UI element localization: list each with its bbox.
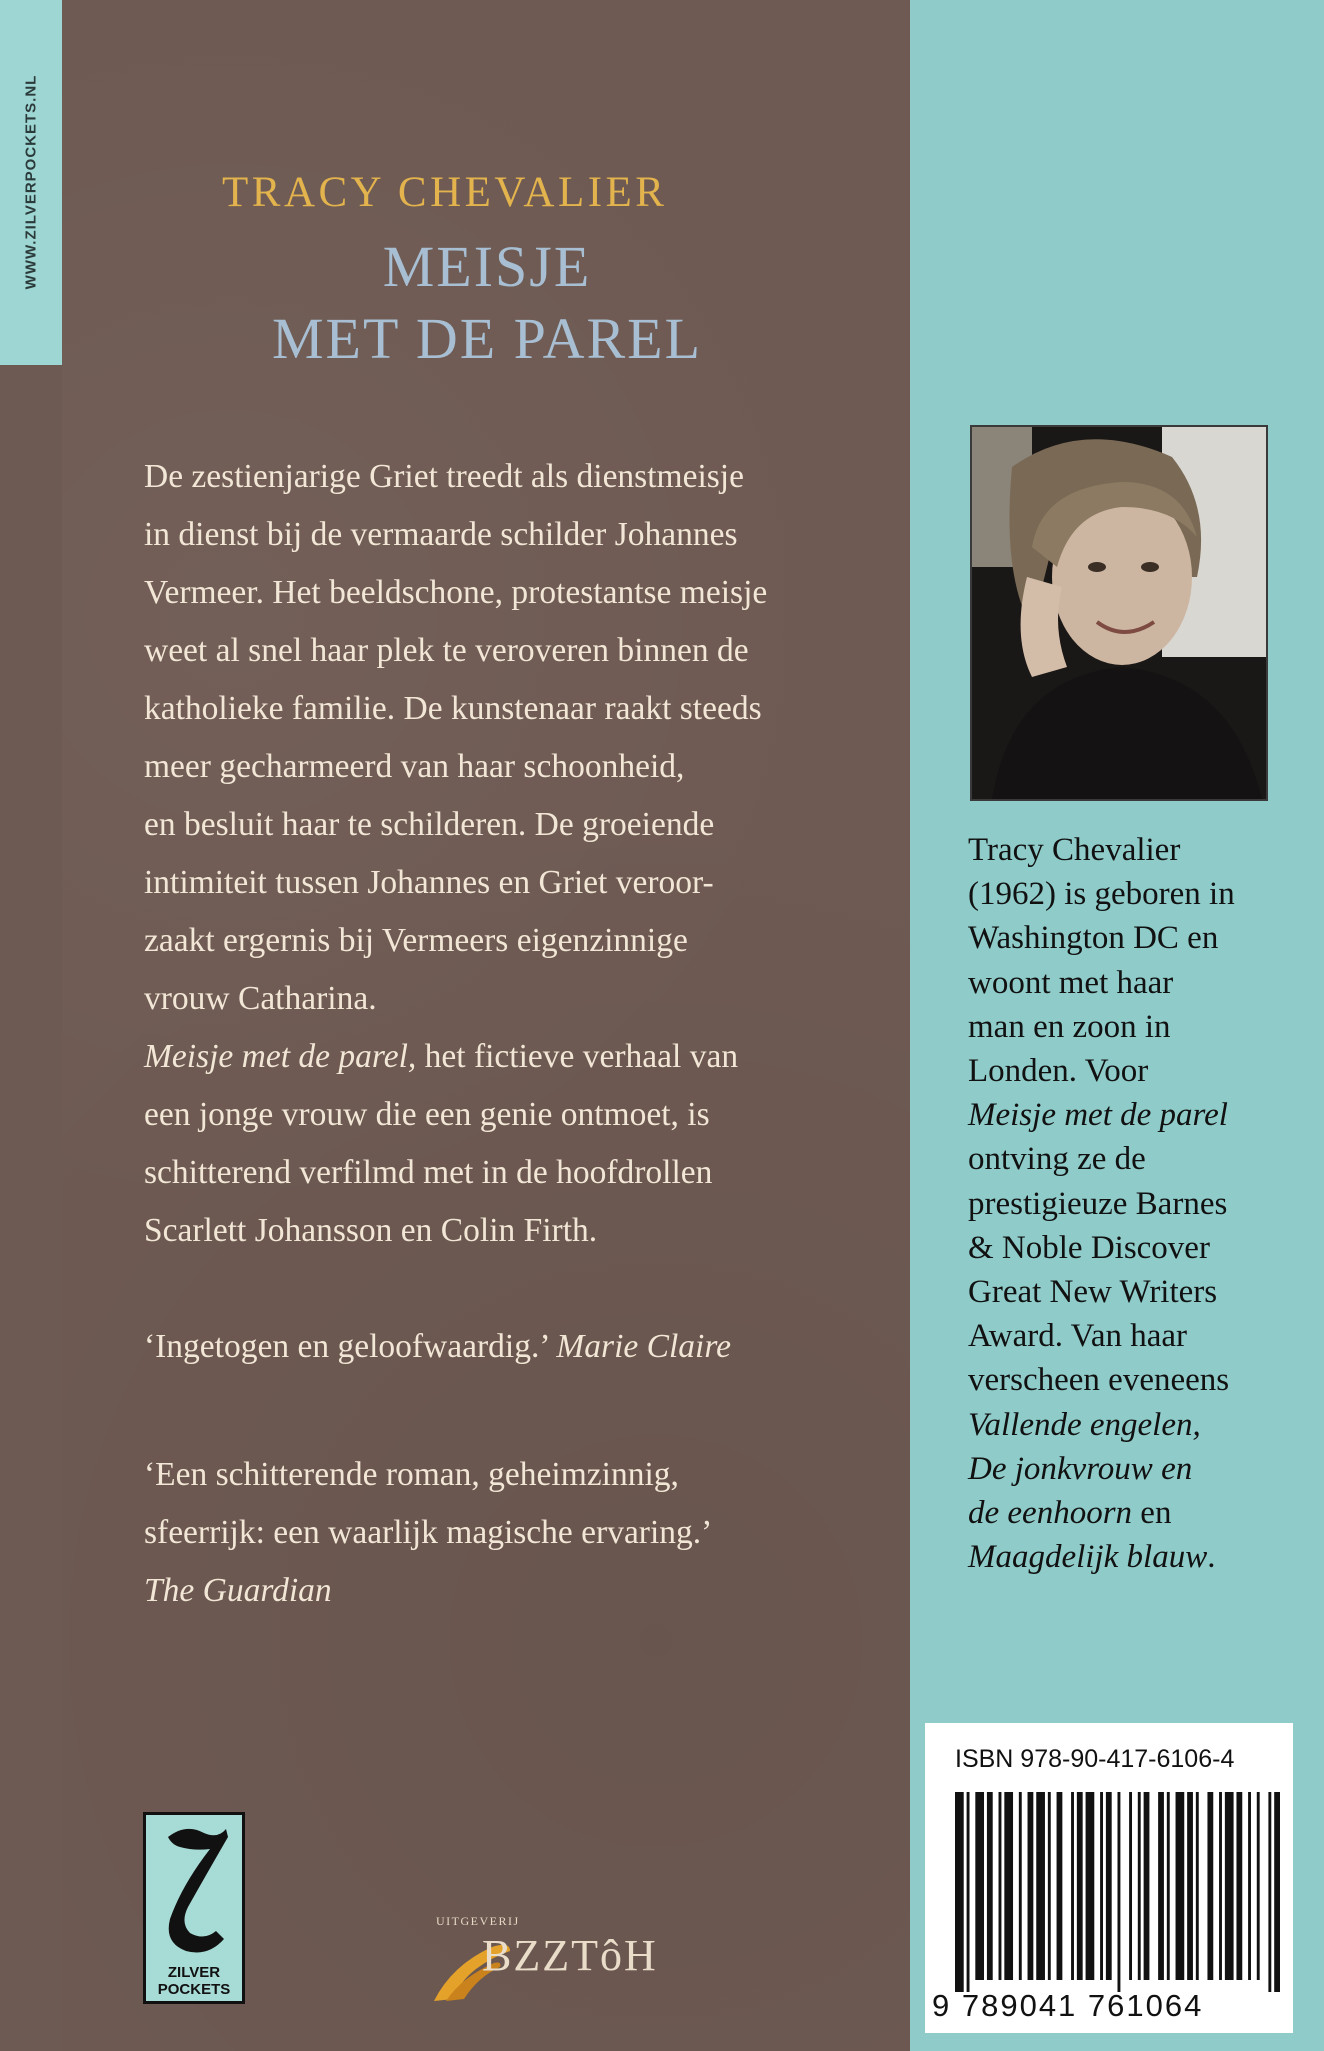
zilver-pockets-logo xyxy=(143,1812,245,2004)
blurb-line: een jonge vrouw die een genie ontmoet, is xyxy=(144,1096,710,1133)
barcode-bar xyxy=(1248,1792,1251,1980)
barcode-bar xyxy=(975,1792,984,1980)
author-bio xyxy=(968,828,1308,1579)
barcode-bar xyxy=(955,1792,964,1992)
barcode-bar xyxy=(1274,1792,1280,1992)
barcode-bar xyxy=(1158,1792,1164,1980)
bio-text: en xyxy=(1132,1495,1172,1532)
barcode-bar xyxy=(1268,1792,1271,1992)
bio-line xyxy=(968,1535,1308,1579)
barcode-bar xyxy=(1196,1792,1199,1980)
bio-line: Londen. Voor xyxy=(968,1053,1149,1090)
blurb-line: meer gecharmeerd van haar schoonheid, xyxy=(144,748,685,785)
pockets-label: POCKETS xyxy=(157,1981,231,1998)
blurb-line: zaakt ergernis bij Vermeers eigenzinnige xyxy=(144,922,688,959)
isbn-label: ISBN 978-90-417-6106-4 xyxy=(955,1745,1235,1773)
blurb-line: De zestienjarige Griet treedt als dienstmeisje xyxy=(144,458,744,495)
barcode-bar xyxy=(1176,1792,1185,1980)
blurb-line: vrouw Catharina. xyxy=(144,980,377,1017)
publisher-label: UITGEVERIJ xyxy=(436,1914,520,1928)
barcode-bar xyxy=(1048,1792,1051,1980)
barcode-bar xyxy=(1129,1792,1132,1980)
barcode-bar xyxy=(987,1792,993,1980)
bio-book-title: De jonkvrouw en xyxy=(968,1450,1193,1487)
quote-text: ‘Ingetogen en geloofwaardig.’ xyxy=(144,1328,557,1365)
book-blurb xyxy=(144,448,884,1260)
bio-text: . xyxy=(1207,1539,1216,1576)
barcode-bar xyxy=(1086,1792,1095,1980)
bio-line: man en zoon in xyxy=(968,1008,1171,1045)
barcode-bar xyxy=(967,1792,970,1992)
publisher-name: BZZTôH xyxy=(482,1931,658,1980)
bio-line: (1962) is geboren in xyxy=(968,876,1235,913)
barcode-bar xyxy=(1187,1792,1193,1980)
blurb-line: en besluit haar te schilderen. De groeiende xyxy=(144,806,715,843)
bio-line xyxy=(968,1093,1308,1137)
author-portrait-icon xyxy=(972,427,1266,799)
review-quote-2 xyxy=(144,1446,884,1620)
barcode-icon xyxy=(955,1792,1280,1992)
blurb-line: katholieke familie. De kunstenaar raakt steeds xyxy=(144,690,762,727)
bio-book-title: Vallende engelen, xyxy=(968,1406,1201,1443)
blurb-text: het fictieve verhaal van xyxy=(416,1038,739,1075)
barcode-bar xyxy=(1004,1792,1013,1980)
barcode-bar xyxy=(1138,1792,1141,1980)
bio-line: & Noble Discover xyxy=(968,1229,1210,1266)
barcode-bar xyxy=(1118,1792,1121,1992)
barcode-bar xyxy=(1225,1792,1234,1980)
quote-source: Marie Claire xyxy=(556,1328,731,1365)
barcode-bar xyxy=(999,1792,1002,1980)
bio-line xyxy=(968,1447,1308,1491)
barcode-bar xyxy=(1077,1792,1083,1980)
blurb-line: weet al snel haar plek te veroveren binnen de xyxy=(144,632,749,669)
bio-line: Award. Van haar xyxy=(968,1318,1188,1355)
blurb-line: schitterend verfilmd met in de hoofdrollen xyxy=(144,1154,713,1191)
bio-line: Tracy Chevalier xyxy=(968,832,1181,868)
author-name: TRACY CHEVALIER xyxy=(222,169,668,216)
quote-line: sfeerrijk: een waarlijk magische ervaring.’ xyxy=(144,1514,713,1551)
quote-source: The Guardian xyxy=(144,1572,332,1609)
bio-line: prestigieuze Barnes xyxy=(968,1185,1228,1222)
barcode-bar xyxy=(1057,1792,1063,1980)
book-title-line-1: MEISJE xyxy=(382,234,592,299)
bio-line: ontving ze de xyxy=(968,1141,1146,1178)
blurb-line: in dienst bij de vermaarde schilder Johannes xyxy=(144,516,738,553)
barcode-bar xyxy=(1219,1792,1222,1980)
spine-strip xyxy=(0,0,62,2051)
barcode-number: 9 789041 761064 xyxy=(932,1988,1204,2023)
barcode-bar xyxy=(1144,1792,1150,1980)
barcode-bar xyxy=(1106,1792,1112,1980)
bio-line: Washington DC en xyxy=(968,920,1219,957)
bio-book-title: Meisje met de parel xyxy=(968,1097,1228,1134)
bio-book-title: Maagdelijk blauw xyxy=(968,1539,1208,1576)
barcode-bar xyxy=(1257,1792,1260,1980)
blurb-line: Scarlett Johansson en Colin Firth. xyxy=(144,1212,598,1249)
author-photo xyxy=(970,425,1268,801)
blurb-book-title: Meisje met de parel, xyxy=(144,1038,417,1075)
bio-line: woont met haar xyxy=(968,964,1174,1001)
blurb-line xyxy=(144,1028,884,1086)
z-letter-icon xyxy=(146,1815,242,1963)
bio-book-title: de eenhoorn xyxy=(968,1495,1133,1532)
bio-line: Great New Writers xyxy=(968,1274,1218,1311)
zilver-label: ZILVER xyxy=(167,1964,221,1981)
quote-line: ‘Een schitterende roman, geheimzinnig, xyxy=(144,1456,679,1493)
barcode-bar xyxy=(1071,1792,1074,1980)
bio-line xyxy=(968,1403,1308,1447)
barcode-bar xyxy=(1207,1792,1213,1980)
bio-line xyxy=(968,1491,1308,1535)
blurb-line: intimiteit tussen Johannes en Griet veroor- xyxy=(144,864,714,901)
barcode-bar xyxy=(1236,1792,1242,1980)
review-quote-1 xyxy=(144,1318,884,1376)
barcode-bar xyxy=(1036,1792,1045,1980)
book-title-line-2: MET DE PAREL xyxy=(271,306,703,371)
barcode-bar xyxy=(1167,1792,1170,1980)
barcode-bar xyxy=(1028,1792,1034,1980)
bio-line: verscheen eveneens xyxy=(968,1362,1230,1399)
quote-line xyxy=(144,1562,884,1620)
barcode-bar xyxy=(1019,1792,1022,1980)
website-url: WWW.ZILVERPOCKETS.NL xyxy=(22,74,40,290)
quote-line xyxy=(144,1318,884,1376)
barcode-bar xyxy=(1100,1792,1103,1980)
blurb-line: Vermeer. Het beeldschone, protestantse meisje xyxy=(144,574,768,611)
